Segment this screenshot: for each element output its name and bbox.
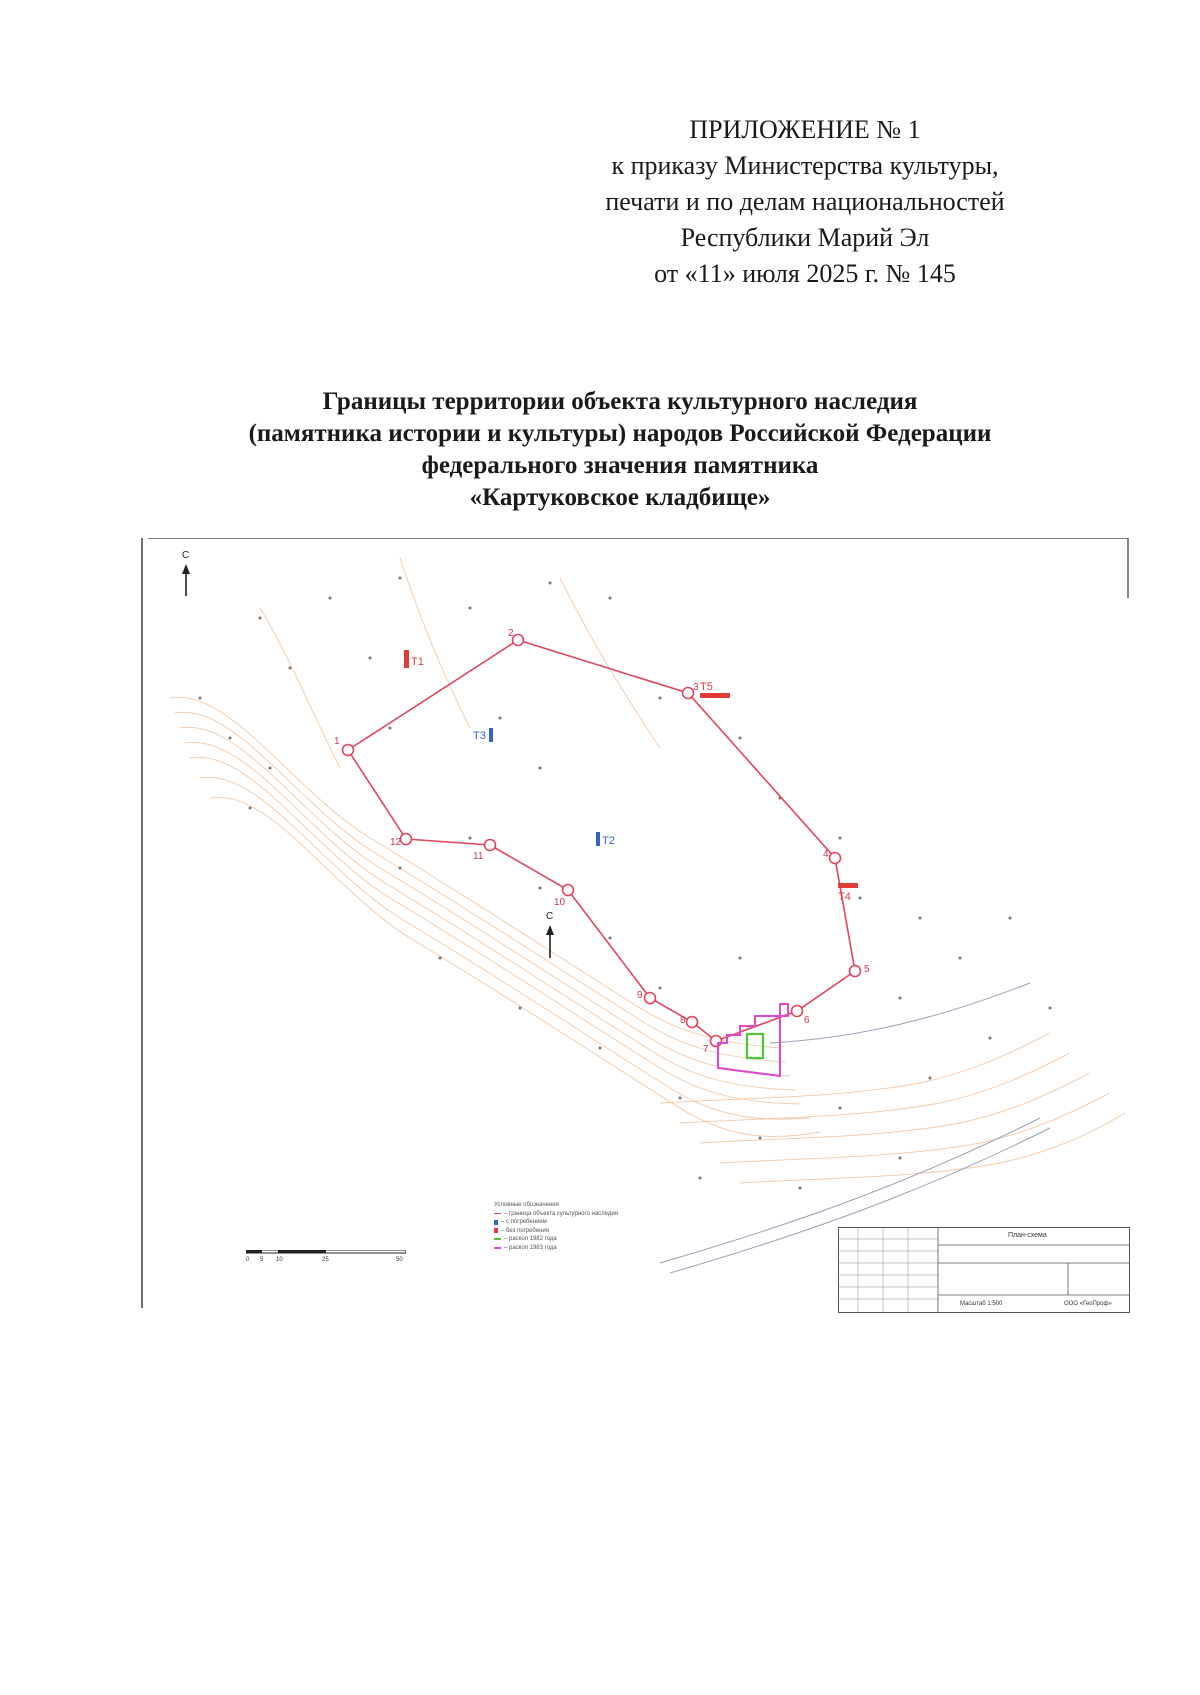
title-block-stamp	[838, 1227, 1130, 1313]
legend-item-no-burial	[494, 1227, 694, 1236]
title-line-3: федерального значения памятника	[421, 452, 819, 479]
vertex-7	[711, 1036, 722, 1047]
legend-1983-label: – раскоп 1983 года	[504, 1244, 557, 1251]
excavation-1983-outline	[718, 1016, 780, 1076]
scale-tick-0: 0	[246, 1257, 250, 1263]
marker-t5-symbol	[700, 693, 730, 698]
vertex-label-9: 9	[637, 990, 643, 1001]
north-label-center: С	[546, 911, 554, 922]
vertex-8	[687, 1017, 698, 1028]
marker-t1-symbol	[404, 650, 409, 668]
legend-item-boundary	[494, 1210, 694, 1219]
scale-tick-5: 5	[260, 1257, 264, 1263]
marker-t4-symbol	[838, 883, 858, 888]
legend-boundary-label: – граница объекта культурного наследия	[504, 1210, 618, 1217]
legend-burial-label: – с погребением	[501, 1219, 547, 1225]
north-arrow-top	[182, 550, 190, 596]
contour-lines	[170, 558, 1125, 1183]
document-title	[160, 386, 1080, 514]
vertex-6	[792, 1006, 803, 1017]
legend-burial-swatch	[494, 1220, 498, 1225]
north-label-top: С	[182, 550, 190, 561]
vertex-label-5: 5	[864, 964, 870, 975]
legend-item-1982	[494, 1235, 694, 1244]
legend-1982-label: – раскоп 1982 года	[504, 1236, 557, 1242]
vertex-10	[563, 885, 574, 896]
vertex-label-1: 1	[334, 736, 340, 747]
vertex-label-6: 6	[804, 1015, 810, 1026]
vertex-9	[645, 993, 656, 1004]
title-line-1: Границы территории объекта культурного наследия	[322, 388, 918, 415]
annex-block	[560, 112, 1050, 292]
map-legend	[494, 1201, 694, 1252]
stamp-sheet-title: План-схема	[1008, 1232, 1047, 1239]
stamp-scale: Масштаб 1:500	[960, 1301, 1003, 1307]
legend-item-1983	[494, 1244, 694, 1253]
marker-t4-label: Т4	[838, 891, 851, 903]
scale-bar	[246, 1250, 406, 1270]
vertex-label-11: 11	[473, 851, 484, 862]
vertex-3	[683, 688, 694, 699]
annex-line-1: ПРИЛОЖЕНИЕ № 1	[689, 115, 921, 144]
scale-tick-10: 10	[276, 1257, 283, 1263]
vertex-label-12: 12	[390, 837, 402, 848]
vertex-label-8: 8	[680, 1015, 686, 1026]
legend-no-burial-label: – без погребения	[501, 1227, 549, 1234]
title-line-2: (памятника истории и культуры) народов Российской Федерации	[248, 420, 992, 447]
legend-item-burial	[494, 1218, 694, 1227]
legend-boundary-swatch	[494, 1213, 501, 1214]
map-svg	[140, 538, 1130, 1308]
north-arrow-center	[546, 911, 554, 958]
legend-1983-swatch	[494, 1247, 501, 1249]
scale-tick-25: 25	[322, 1257, 329, 1263]
legend-1982-swatch	[494, 1238, 501, 1240]
marker-t3-symbol	[489, 728, 493, 742]
marker-t2-label: Т2	[602, 835, 615, 847]
vertex-label-7: 7	[703, 1044, 709, 1055]
vertex-5	[850, 966, 861, 977]
stamp-organization: ООО «ГеоПроф»	[1064, 1301, 1112, 1307]
elevation-marks	[199, 577, 1052, 1190]
marker-t5-label: Т5	[700, 681, 713, 693]
vertex-2	[513, 635, 524, 646]
legend-no-burial-swatch	[494, 1228, 498, 1233]
vertex-12	[401, 834, 412, 845]
annex-line-2: к приказу Министерства культуры,	[611, 151, 999, 180]
markers	[404, 650, 858, 903]
vertex-label-2: 2	[508, 628, 514, 639]
vertex-label-3: 3	[693, 682, 699, 693]
vertex-label-4: 4	[823, 849, 829, 860]
annex-line-3: печати и по делам национальностей	[605, 187, 1005, 216]
vertex-11	[485, 840, 496, 851]
marker-t2-symbol	[596, 832, 600, 846]
annex-line-4: Республики Марий Эл	[680, 223, 930, 252]
marker-t1-label: Т1	[411, 656, 424, 668]
scale-tick-50: 50	[396, 1257, 403, 1263]
vertex-label-10: 10	[554, 897, 566, 908]
vertex-1	[343, 745, 354, 756]
vertex-4	[830, 853, 841, 864]
title-line-4: «Картуковское кладбище»	[469, 484, 771, 511]
annex-line-5: от «11» июля 2025 г. № 145	[654, 259, 956, 288]
legend-header: Условные обозначения	[494, 1202, 559, 1208]
site-plan-map	[140, 538, 1130, 1308]
marker-t3-label: Т3	[473, 730, 486, 742]
